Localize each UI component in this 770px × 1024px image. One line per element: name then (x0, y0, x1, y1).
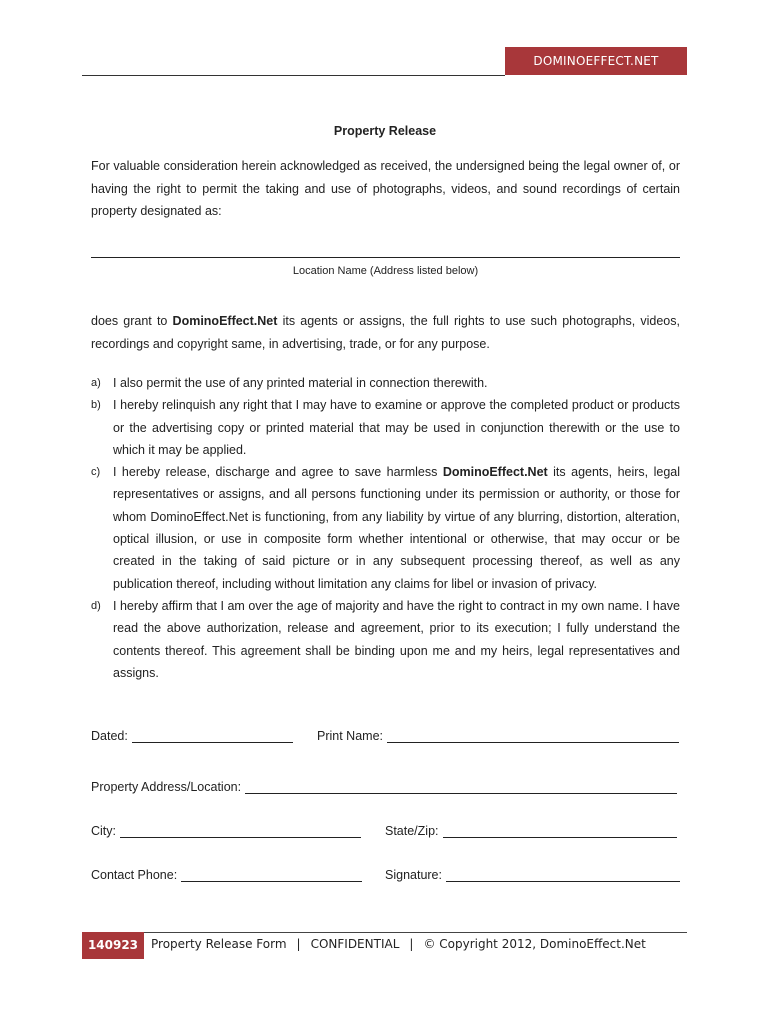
contact-phone-field[interactable] (91, 867, 362, 883)
signature-input-line[interactable] (446, 867, 680, 882)
contact-phone-label: Contact Phone: (91, 868, 178, 882)
grant-company: DominoEffect.Net (172, 314, 278, 328)
footer-copyright: © Copyright 2012, DominoEffect.Net (423, 937, 646, 951)
item-marker: a) (91, 377, 101, 389)
list-item (91, 372, 680, 394)
contact-phone-input-line[interactable] (181, 867, 362, 882)
footer-form-name: Property Release Form (151, 937, 287, 951)
list-item (91, 595, 680, 684)
signature-field[interactable] (385, 867, 680, 883)
item-text-after: its agents, heirs, legal representatives or assigns, and all persons functioning under its permission or authority, or those for whom DominoEffect.Net is functioning, from any liability by virtue of any blurring, distortion, alteration, optical illusion, or use in composite form whether intentional or otherwise, that may occur or be created in the taking of said picture or in any subsequent processing thereof, as well as any publication thereof, including without limitation any claims for libel or invasion of privacy. (113, 465, 681, 591)
item-marker: d) (91, 599, 101, 612)
state-zip-input-line[interactable] (443, 823, 677, 838)
footer-separator: | (296, 937, 301, 951)
location-label: Location Name (Address listed below) (292, 265, 479, 277)
item-text: I also permit the use of any printed material in connection therewith. (113, 376, 488, 390)
list-item (91, 394, 680, 461)
city-label: City: (91, 824, 116, 838)
property-address-input-line[interactable] (245, 779, 677, 794)
grant-suffix: its agents or assigns, the full rights to use such photographs, videos, recordings and copyright same, in advertising, trade, or for any purpose. (91, 314, 680, 351)
property-address-field[interactable] (91, 779, 677, 795)
header-rule (82, 75, 505, 76)
city-field[interactable] (91, 823, 361, 839)
footer-text (151, 937, 646, 951)
item-text: I hereby relinquish any right that I may have to examine or approve the completed product or products or the advertising copy or printed material that may be used in conjunction therewith or the use to which it may be applied. (113, 398, 680, 457)
print-name-input-line[interactable] (387, 728, 679, 743)
list-item (91, 461, 680, 595)
intro-paragraph: For valuable consideration herein acknowledged as received, the undersigned being the legal owner of, or having the right to permit the taking and use of photographs, videos, and sound recordings of certain property designated as: (91, 159, 680, 218)
state-zip-field[interactable] (385, 823, 677, 839)
print-name-field[interactable] (317, 728, 679, 744)
footer-rule (82, 932, 687, 933)
grant-prefix: does grant to (91, 314, 173, 328)
item-company: DominoEffect.Net (442, 465, 548, 480)
grant-paragraph (91, 310, 680, 355)
form-number-badge: 140923 (82, 932, 144, 959)
dated-input-line[interactable] (132, 728, 293, 743)
city-input-line[interactable] (120, 823, 361, 838)
signature-label: Signature: (385, 868, 442, 882)
brand-badge: DOMINOEFFECT.NET (505, 47, 687, 75)
item-marker: c) (91, 466, 101, 479)
terms-list (91, 372, 680, 684)
footer-confidential: CONFIDENTIAL (310, 937, 400, 951)
dated-field[interactable] (91, 728, 293, 744)
property-address-label: Property Address/Location: (91, 780, 242, 794)
page-title: Property Release (333, 124, 437, 138)
location-line (91, 257, 680, 258)
item-text: I hereby affirm that I am over the age of majority and have the right to contract in my own name. I have read the above authorization, release and agreement, prior to its execution; I fully understand the contents thereof. This agreement shall be binding upon me and my heirs, legal representatives and assigns. (113, 598, 680, 680)
print-name-label: Print Name: (317, 729, 383, 743)
item-text: I hereby release, discharge and agree to save harmless (113, 465, 443, 480)
state-zip-label: State/Zip: (385, 824, 439, 838)
item-marker: b) (91, 399, 101, 412)
dated-label: Dated: (91, 729, 128, 743)
footer-separator: | (409, 937, 414, 951)
